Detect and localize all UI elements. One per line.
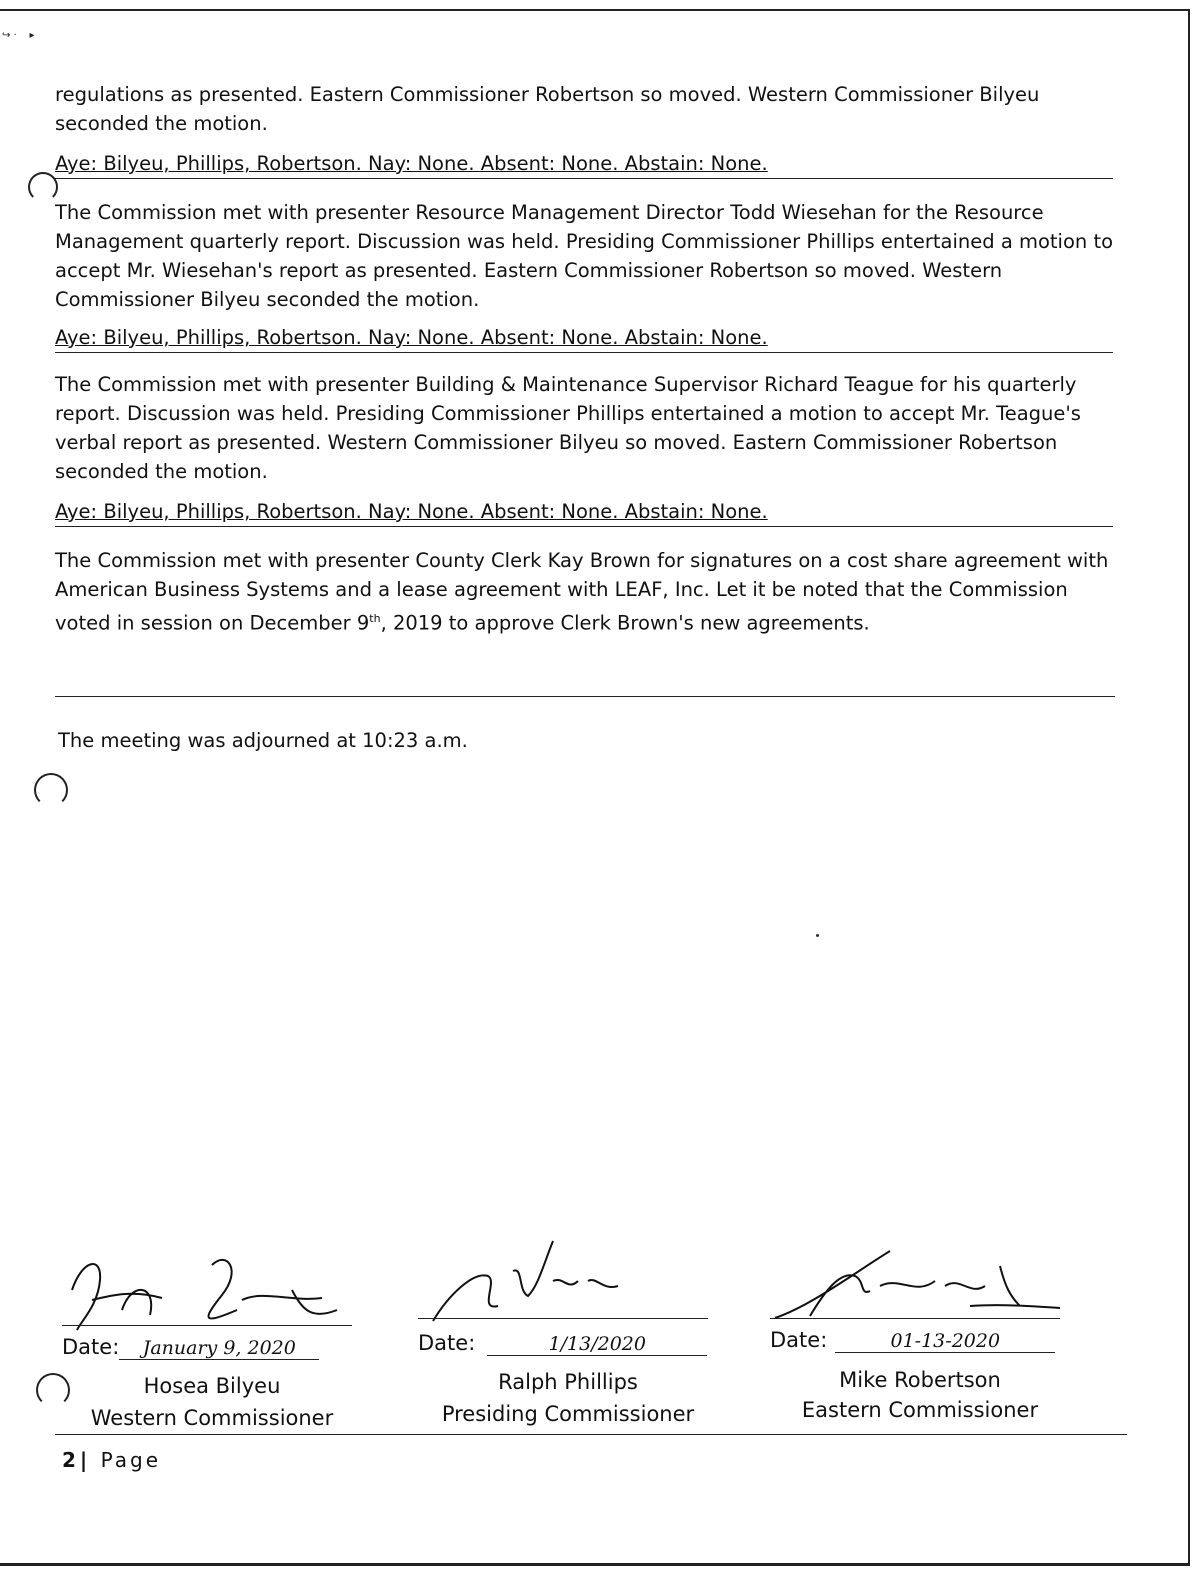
paragraph-motion-regulations: regulations as presented. Eastern Commissioner Robertson so moved. Western Commissioner Bilyeu seconded the motion.	[55, 83, 1040, 135]
paragraph-county-clerk-text-a: The Commission met with presenter County Clerk Kay Brown for signatures on a cost share agreement with American Business Systems and a lease agreement with LEAF, Inc. Let it be noted that the Commission voted in session on December 9	[55, 549, 1109, 635]
vote-text-1: Aye: Bilyeu, Phillips, Robertson. Nay: None. Absent: None. Abstain: None.	[55, 152, 768, 175]
date-value: January 9, 2020	[119, 1337, 319, 1360]
signature-line	[770, 1318, 1060, 1319]
date-value: 1/13/2020	[487, 1333, 707, 1356]
binder-hole-icon	[28, 172, 58, 202]
section-separator-line	[55, 696, 1115, 697]
page-label: Page	[100, 1448, 162, 1472]
page-separator: |	[79, 1448, 88, 1472]
ordinal-suffix: th	[369, 612, 381, 625]
vote-text-2: Aye: Bilyeu, Phillips, Robertson. Nay: None. Absent: None. Abstain: None.	[55, 326, 768, 349]
adjournment-statement: The meeting was adjourned at 10:23 a.m.	[58, 729, 468, 752]
date-label: Date:	[418, 1331, 476, 1355]
footer-rule	[55, 1434, 1127, 1435]
binder-hole-icon	[36, 1373, 70, 1407]
paragraph-building-maintenance-report: The Commission met with presenter Building & Maintenance Supervisor Richard Teague for his quarterly report. Discussion was held. Presiding Commissioner Phillips entertained a motion to accept Mr. Teague's verbal report as presented. Western Commissioner Bilyeu so moved. Eastern Commissioner Robertson seconded the motion.	[55, 373, 1081, 483]
date-label: Date:	[62, 1335, 120, 1359]
signature-line	[62, 1325, 352, 1326]
date-field-bilyeu	[62, 1335, 319, 1360]
paragraph-county-clerk-agreements	[55, 546, 1115, 638]
signer-name: Ralph Phillips	[498, 1370, 638, 1394]
page-number: 2	[62, 1448, 76, 1472]
scan-speck	[816, 934, 819, 937]
vote-text-3: Aye: Bilyeu, Phillips, Robertson. Nay: None. Absent: None. Abstain: None.	[55, 500, 768, 523]
date-field-phillips	[418, 1331, 707, 1356]
handwritten-signature-robertson	[770, 1236, 1070, 1331]
signer-title: Presiding Commissioner	[441, 1402, 695, 1426]
date-value: 01-13-2020	[835, 1330, 1055, 1353]
vote-line-3	[55, 498, 1113, 527]
handwritten-signature-phillips	[418, 1236, 718, 1331]
page-right-border	[1188, 9, 1190, 1565]
date-field-robertson	[770, 1328, 1055, 1353]
signer-name: Hosea Bilyeu	[143, 1374, 281, 1398]
vote-line-2	[55, 324, 1113, 353]
page-footer	[62, 1448, 161, 1472]
page-top-border	[0, 9, 1188, 12]
vote-line-1	[55, 150, 1113, 179]
scan-artifact-marks: ↪ · ▸	[2, 30, 35, 41]
signature-line	[418, 1318, 708, 1319]
page-bottom-border	[0, 1563, 1190, 1566]
signer-name: Mike Robertson	[839, 1368, 1001, 1392]
signer-title: Western Commissioner	[90, 1406, 334, 1430]
paragraph-resource-management-report: The Commission met with presenter Resource Management Director Todd Wiesehan for the Resource Management quarterly report. Discussion was held. Presiding Commissioner Phillips entertained a motion to accept Mr. Wiesehan's report as presented. Eastern Commissioner Robertson so moved. Western Commissioner Bilyeu seconded the motion.	[55, 201, 1114, 311]
paragraph-county-clerk-text-b: , 2019 to approve Clerk Brown's new agreements.	[380, 611, 870, 635]
handwritten-signature-bilyeu	[62, 1240, 362, 1335]
binder-hole-icon	[34, 773, 68, 807]
date-label: Date:	[770, 1328, 828, 1352]
signer-title: Eastern Commissioner	[801, 1398, 1039, 1422]
